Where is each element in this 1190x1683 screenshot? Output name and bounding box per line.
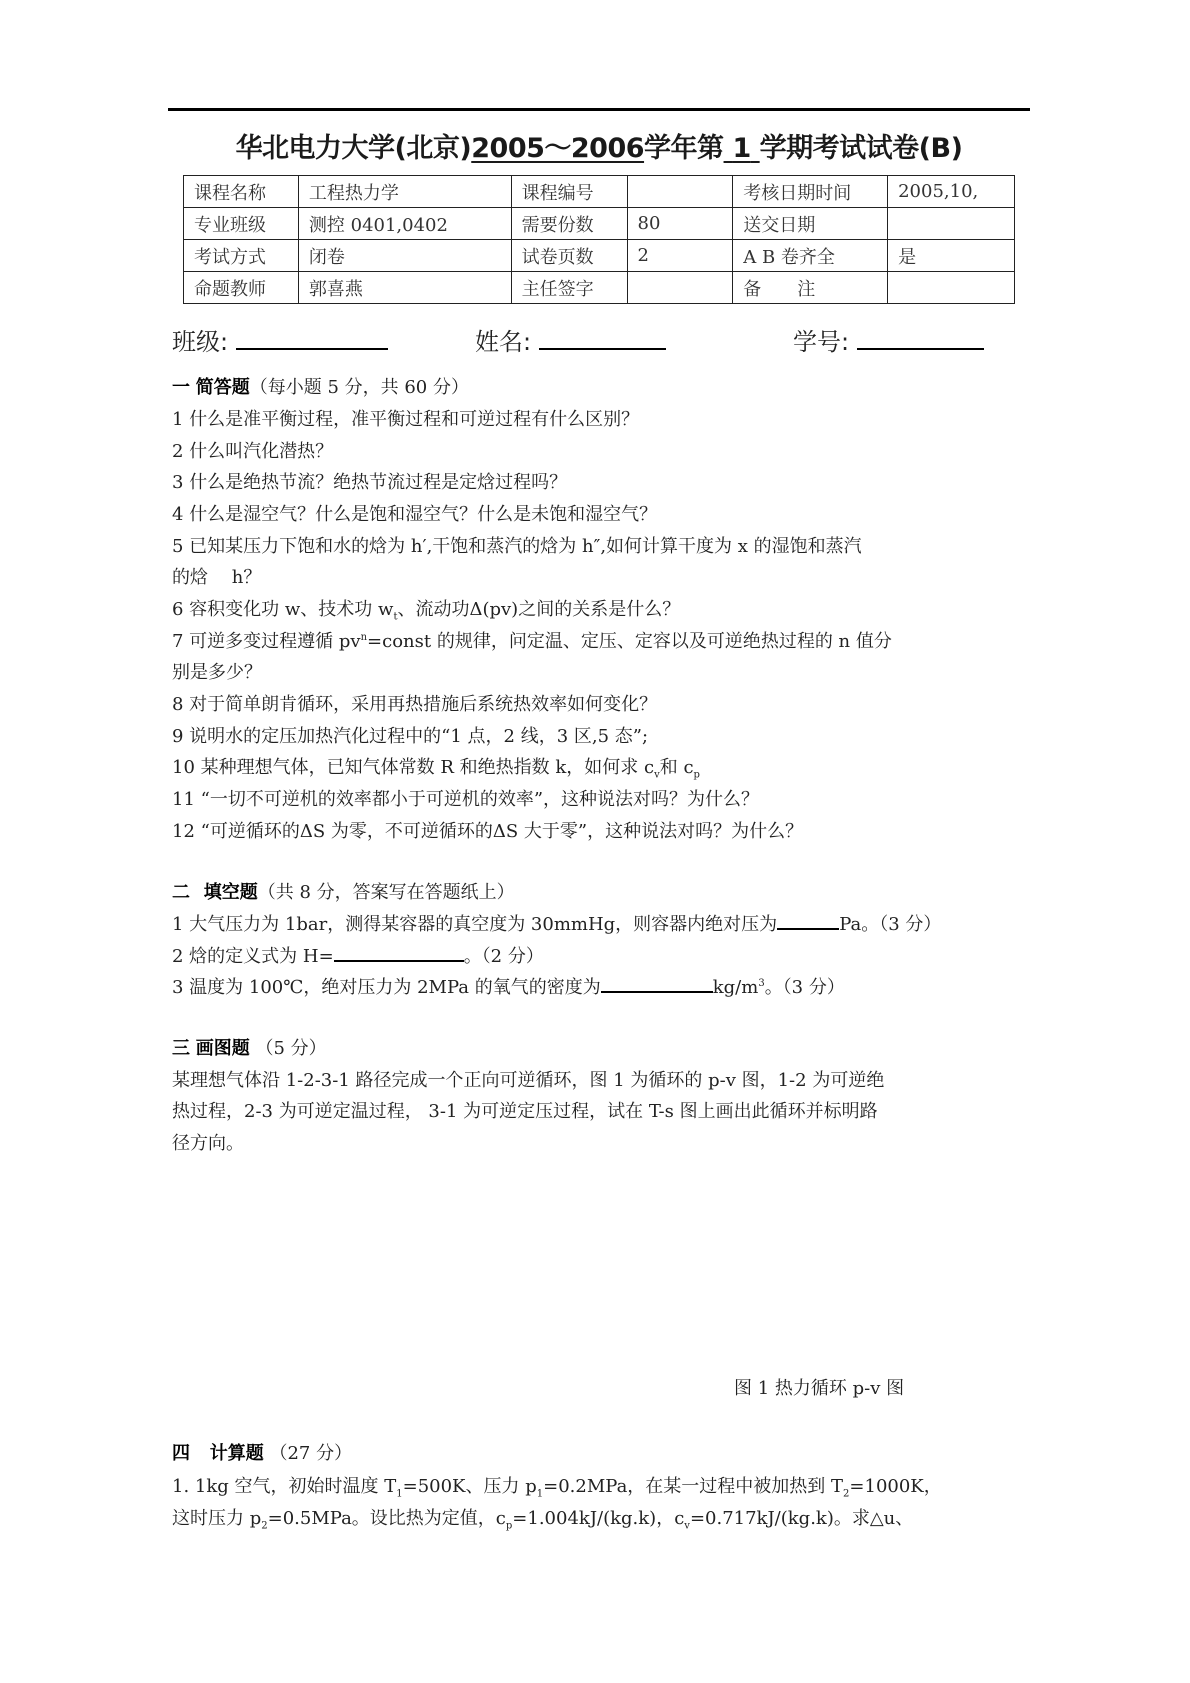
- question: 8 对于简单朗肯循环，采用再热措施后系统热效率如何变化？: [172, 694, 658, 715]
- calc-question-line: [172, 1472, 942, 1500]
- header-rule: [168, 108, 1030, 111]
- answer-blank[interactable]: [777, 910, 839, 930]
- cell-value: 郭喜燕: [298, 272, 511, 304]
- answer-blank[interactable]: [334, 942, 464, 962]
- section-heading-1: [172, 373, 469, 399]
- question: [172, 595, 680, 623]
- section-title: 画图题: [195, 1038, 250, 1059]
- text-part: =0.2MPa，在某一过程中被加热到 T: [543, 1476, 844, 1497]
- table-row: [184, 208, 1015, 240]
- table-row: [184, 272, 1015, 304]
- text-part: 1. 1kg 空气，初始时温度 T: [172, 1476, 397, 1497]
- cell-label: 主任签字: [511, 272, 627, 304]
- section-title: 简答题: [195, 377, 250, 398]
- text-part: =500K、压力 p: [402, 1476, 537, 1497]
- cell-value: 80: [627, 208, 733, 240]
- cell-label: 考核日期时间: [733, 176, 888, 208]
- fill-q3-unit: kg/m: [712, 977, 759, 998]
- class-blank[interactable]: [236, 326, 388, 350]
- exam-title: [168, 126, 1030, 165]
- fill-q1-unit: Pa。（3 分）: [839, 914, 942, 935]
- cell-label: 命题教师: [184, 272, 299, 304]
- title-years: 2005～2006: [471, 133, 645, 164]
- name-blank[interactable]: [539, 326, 666, 350]
- subscript: 1: [396, 1488, 403, 1500]
- answer-blank[interactable]: [601, 973, 713, 993]
- subscript: p: [505, 1520, 513, 1532]
- paragraph-line: 径方向。: [172, 1133, 244, 1154]
- subscript: 1: [536, 1488, 544, 1500]
- section-heading-3: [172, 1034, 327, 1060]
- fill-q1-text: 1 大气压力为 1bar，测得某容器的真空度为 30mmHg，则容器内绝对压为: [172, 914, 778, 935]
- q10-text: 10 某种理想气体，已知气体常数 R 和绝热指数 k，如何求 c: [172, 757, 655, 778]
- section-heading-2: [172, 878, 515, 904]
- section-title: 填空题: [203, 882, 258, 903]
- question: 4 什么是湿空气？什么是饱和湿空气？什么是未饱和湿空气？: [172, 504, 658, 525]
- q7-sup: n: [360, 632, 368, 643]
- course-info-table: [183, 175, 1015, 304]
- student-id-field[interactable]: [793, 322, 984, 357]
- question: 5 已知某压力下饱和水的焓为 h′,干饱和蒸汽的焓为 h″,如何计算干度为 x 的湿饱和蒸汽: [172, 536, 862, 557]
- q6-tail: 、流动功Δ(pv)之间的关系是什么？: [397, 599, 681, 620]
- fill-q3-text: 3 温度为 100℃，绝对压力为 2MPa 的氧气的密度为: [172, 977, 601, 998]
- question: 2 什么叫汽化潜热？: [172, 441, 334, 462]
- cell-label: 专业班级: [184, 208, 299, 240]
- cell-label: 备 注: [733, 272, 888, 304]
- question: 9 说明水的定压加热汽化过程中的“1 点，2 线，3 区,5 态”;: [172, 726, 649, 747]
- section-heading-4: [172, 1439, 352, 1465]
- text-part: 这时压力 p: [172, 1508, 262, 1529]
- question: [172, 627, 892, 653]
- question: 12 “可逆循环的ΔS 为零，不可逆循环的ΔS 大于零”，这种说法对吗？为什么？: [172, 821, 804, 842]
- section-number: 一: [172, 377, 190, 398]
- cell-label: A B 卷齐全: [733, 240, 888, 272]
- section-note: （共 8 分，答案写在答题纸上）: [257, 882, 515, 903]
- cell-label: 试卷页数: [511, 240, 627, 272]
- fill-question: [172, 973, 845, 999]
- question: 的焓 h？: [172, 567, 262, 588]
- cell-value: [627, 272, 733, 304]
- cell-label: 考试方式: [184, 240, 299, 272]
- student-id-blank[interactable]: [857, 326, 984, 350]
- section-number: 四: [172, 1443, 190, 1464]
- paragraph-line: 某理想气体沿 1-2-3-1 路径完成一个正向可逆循环，图 1 为循环的 p-v 图，1-2 为可逆绝: [172, 1070, 885, 1091]
- cell-value: 闭卷: [298, 240, 511, 272]
- section-note: （每小题 5 分，共 60 分）: [249, 377, 469, 398]
- section-number: 二: [172, 882, 190, 903]
- calc-question-line: [172, 1504, 913, 1532]
- question: 3 什么是绝热节流？绝热节流过程是定焓过程吗？: [172, 472, 568, 493]
- cell-value: 2: [627, 240, 733, 272]
- cell-value: 测控 0401,0402: [298, 208, 511, 240]
- fill-q3-tail: 。（3 分）: [764, 977, 845, 998]
- paragraph-line: 热过程，2-3 为可逆定温过程， 3-1 为可逆定压过程，试在 T-s 图上画出此循环并标明路: [172, 1101, 878, 1122]
- subscript: v: [684, 1520, 690, 1532]
- section-note: （27 分）: [269, 1443, 353, 1464]
- title-university: 华北电力大学(北京): [235, 133, 472, 164]
- subscript: 2: [843, 1488, 850, 1500]
- text-part: =0.5MPa。设比热为定值，c: [267, 1508, 506, 1529]
- fill-question: [172, 910, 941, 936]
- question: 11 “一切不可逆机的效率都小于可逆机的效率”，这种说法对吗？为什么？: [172, 789, 760, 810]
- fill-question: [172, 942, 544, 968]
- cell-label: 课程名称: [184, 176, 299, 208]
- class-label: 班级:: [172, 328, 229, 356]
- cell-label: 课程编号: [511, 176, 627, 208]
- cell-value: [888, 208, 1015, 240]
- section-number: 三: [172, 1038, 190, 1059]
- table-row: [184, 240, 1015, 272]
- q7-text: 7 可逆多变过程遵循 pv: [172, 631, 361, 652]
- cell-value: 工程热力学: [298, 176, 511, 208]
- question: 1 什么是准平衡过程，准平衡过程和可逆过程有什么区别？: [172, 409, 640, 430]
- cell-label: 需要份数: [511, 208, 627, 240]
- question: 别是多少？: [172, 662, 262, 683]
- text-part: =1000K，: [849, 1476, 942, 1497]
- question: [172, 753, 700, 781]
- name-label: 姓名:: [475, 328, 532, 356]
- table-row: [184, 176, 1015, 208]
- q10-sub-v: v: [654, 769, 660, 781]
- q7-tail: =const 的规律，问定温、定压、定容以及可逆绝热过程的 n 值分: [367, 631, 892, 652]
- q10-and: 和 c: [659, 757, 694, 778]
- section-note: （5 分）: [255, 1038, 327, 1059]
- title-mid: 学年第: [644, 133, 724, 164]
- cell-label: 送交日期: [733, 208, 888, 240]
- cell-value: 是: [888, 240, 1015, 272]
- fill-q3-sup: 3: [758, 978, 765, 989]
- q6-sub: t: [393, 611, 398, 623]
- name-field[interactable]: [475, 322, 666, 357]
- q10-sub-p: p: [693, 769, 700, 781]
- text-part: =1.004kJ/(kg.k)，c: [512, 1508, 685, 1529]
- subscript: 2: [261, 1520, 268, 1532]
- figure-caption: 图 1 热力循环 p-v 图: [734, 1378, 905, 1399]
- title-term: 1: [732, 133, 751, 164]
- section-title: 计算题: [209, 1443, 264, 1464]
- text-part: =0.717kJ/(kg.k)。求△u、: [689, 1508, 914, 1529]
- student-id-label: 学号:: [793, 328, 850, 356]
- class-field[interactable]: [172, 322, 388, 357]
- q6-text: 6 容积变化功 w、技术功 w: [172, 599, 394, 620]
- fill-q2-tail: 。（2 分）: [463, 946, 544, 967]
- cell-value: 2005,10,: [888, 176, 1015, 208]
- cell-value: [627, 176, 733, 208]
- cell-value: [888, 272, 1015, 304]
- fill-q2-text: 2 焓的定义式为 H=: [172, 946, 334, 967]
- title-suffix: 学期考试试卷(B): [759, 133, 963, 164]
